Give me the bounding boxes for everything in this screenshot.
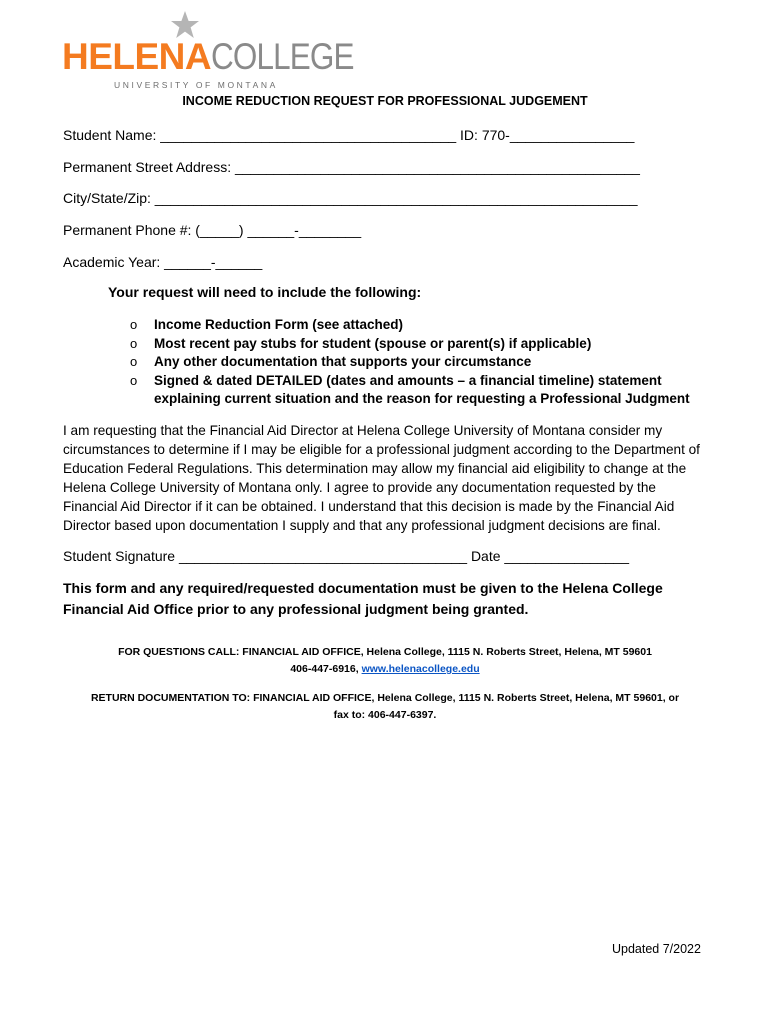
logo-college-text: COLLEGE [211,36,354,77]
street-address-field[interactable]: Permanent Street Address: ____________________________________________________ [63,159,640,175]
updated-date: Updated 7/2022 [612,942,701,956]
list-item [130,353,714,372]
list-item [130,335,714,354]
requirement-text: Income Reduction Form (see attached) [154,317,404,332]
signature-date-field[interactable]: Student Signature _____________________________________ Date ________________ [63,548,629,564]
requirements-heading: Your request will need to include the following: [108,284,422,300]
return-fax: fax to: 406-447-6397. [333,709,437,721]
return-documentation [0,690,770,724]
website-link[interactable]: www.helenacollege.edu [361,663,480,675]
logo-helena-text: HELENA [62,36,212,77]
list-item [130,316,714,335]
helena-college-logo [62,10,354,90]
student-name-field[interactable]: Student Name: ______________________________________ ID: 770-________________ [63,127,635,143]
requirement-text: Most recent pay stubs for student (spouse or parent(s) if applicable) [154,335,592,351]
logo-wordmark [62,38,379,75]
submission-notice: This form and any required/requested documentation must be given to the Helena College Financial Aid Office prior to any professional judgment being granted. [63,580,663,617]
bullet-icon: o [130,372,138,388]
phone-field[interactable]: Permanent Phone #: (_____) ______-________ [63,222,362,238]
bullet-icon: o [130,354,138,369]
city-state-zip-field[interactable]: City/State/Zip: ______________________________________________________________ [63,190,638,206]
academic-year-field[interactable]: Academic Year: ______-______ [63,254,263,270]
return-address: RETURN DOCUMENTATION TO: FINANCIAL AID OFFICE, Helena College, 1115 N. Roberts Street, Helena, MT 59601, or [90,692,680,704]
questions-address: FOR QUESTIONS CALL: FINANCIAL AID OFFICE, Helena College, 1115 N. Roberts Street, Helena, MT 59601 [118,646,652,658]
bullet-icon: o [130,317,138,332]
bullet-icon: o [130,335,138,351]
request-statement: I am requesting that the Financial Aid Director at Helena College University of Montana consider my circumstances to determine if I may be eligible for a professional judgment according to the Department of Education Federal Regulations. This determination may allow my financial aid eligibility to change at the Helena College University of Montana only. I agree to provide any documentation requested by the Financial Aid Director if it can be obtained. I understand that this decision is made by the Financial Aid Director based upon documentation I supply and that any professional judgment decisions are final. [63,423,700,533]
logo-subtitle: UNIVERSITY OF MONTANA [114,80,278,90]
form-title: INCOME REDUCTION REQUEST FOR PROFESSIONAL JUDGEMENT [182,94,588,108]
requirement-text: Any other documentation that supports your circumstance [154,354,532,369]
questions-contact [0,644,770,678]
list-item [130,372,714,409]
questions-phone: 406-447-6916, [290,663,362,675]
requirements-list [130,316,714,409]
requirement-text: Signed & dated DETAILED (dates and amounts – a financial timeline) statement explaining current situation and the reason for requesting a Professional Judgment [154,372,690,406]
